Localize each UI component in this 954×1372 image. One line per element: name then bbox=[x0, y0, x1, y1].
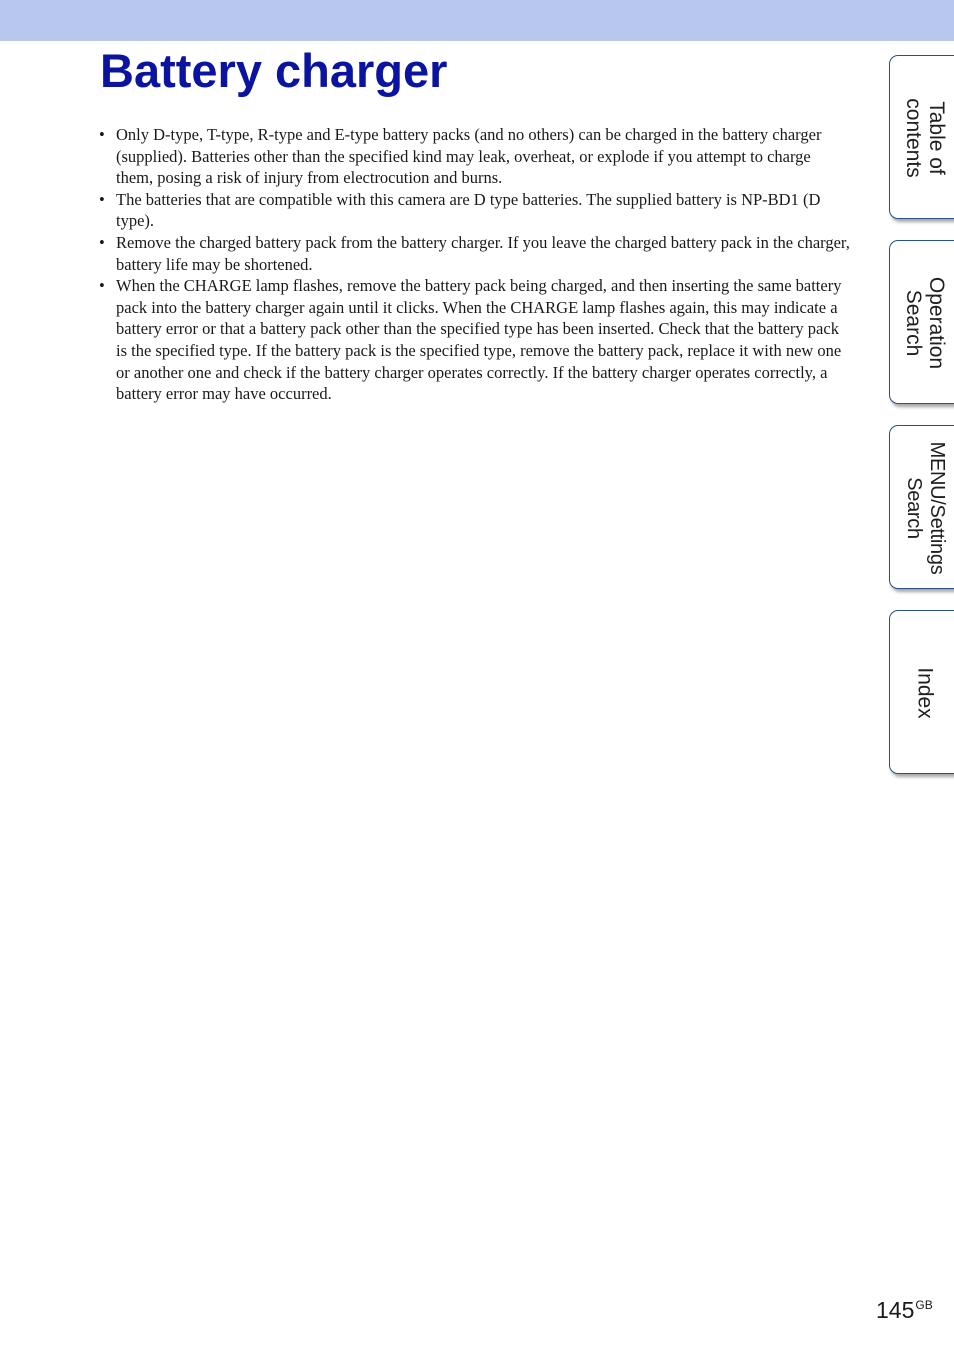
list-item-text: When the CHARGE lamp flashes, remove the battery pack being charged, and then inserting the same battery pack into the battery charger again until it clicks. When the CHARGE lamp flashes again, this may indicate a battery error or that a battery pack other than the specified type has been inserted. Check that the battery pack is the specified type. If the battery pack is the specified type, remove the battery pack, replace it with new one or another one and check if the battery charger operates correctly. If the battery charger operates correctly, a battery error may have occurred. bbox=[116, 276, 842, 404]
tab-label bbox=[914, 667, 937, 718]
list-item bbox=[99, 275, 851, 405]
tab-label-line: Table of bbox=[925, 101, 948, 175]
page-title: Battery charger bbox=[100, 44, 448, 97]
tab-label bbox=[902, 277, 948, 369]
list-item bbox=[99, 189, 851, 232]
bullet-marker: • bbox=[99, 232, 105, 252]
tab-label-line: Index bbox=[913, 667, 937, 719]
bullet-marker: • bbox=[99, 125, 105, 144]
tab-operation-search[interactable] bbox=[889, 240, 954, 404]
tab-label bbox=[902, 442, 948, 575]
list-item-text: The batteries that are compatible with this camera are D type batteries. The supplied battery is NP-BD1 (D type). bbox=[116, 189, 821, 231]
header-band bbox=[0, 0, 954, 41]
bullet-marker: • bbox=[99, 276, 105, 296]
tab-index[interactable] bbox=[889, 610, 954, 774]
bullet-list bbox=[99, 124, 851, 405]
tab-table-of-contents[interactable] bbox=[889, 55, 954, 219]
tab-label-line: Search bbox=[903, 477, 925, 539]
list-item bbox=[99, 124, 851, 189]
list-item bbox=[99, 232, 851, 275]
page-number bbox=[876, 1290, 933, 1325]
list-item-text: Only D-type, T-type, R-type and E-type battery packs (and no others) can be charged in the battery charger (supplied). Batteries other than the specified kind may leak, overheat, or explode if you attempt to charge them, posing a risk of injury from electrocution and burns. bbox=[116, 125, 822, 188]
tab-label-line: Operation bbox=[925, 276, 948, 370]
tab-label bbox=[902, 98, 948, 177]
tab-label-line: contents bbox=[902, 98, 925, 178]
list-item-text: Remove the charged battery pack from the battery charger. If you leave the charged battery pack in the charger, battery life may be shortened. bbox=[116, 232, 850, 274]
tab-label-line: MENU/Settings bbox=[926, 441, 948, 575]
tab-menu-settings-search[interactable] bbox=[889, 425, 954, 589]
bullet-marker: • bbox=[99, 189, 105, 209]
page-number-value: 145 bbox=[876, 1297, 915, 1323]
page-number-suffix: GB bbox=[915, 1298, 933, 1312]
tab-label-line: Search bbox=[902, 289, 925, 357]
